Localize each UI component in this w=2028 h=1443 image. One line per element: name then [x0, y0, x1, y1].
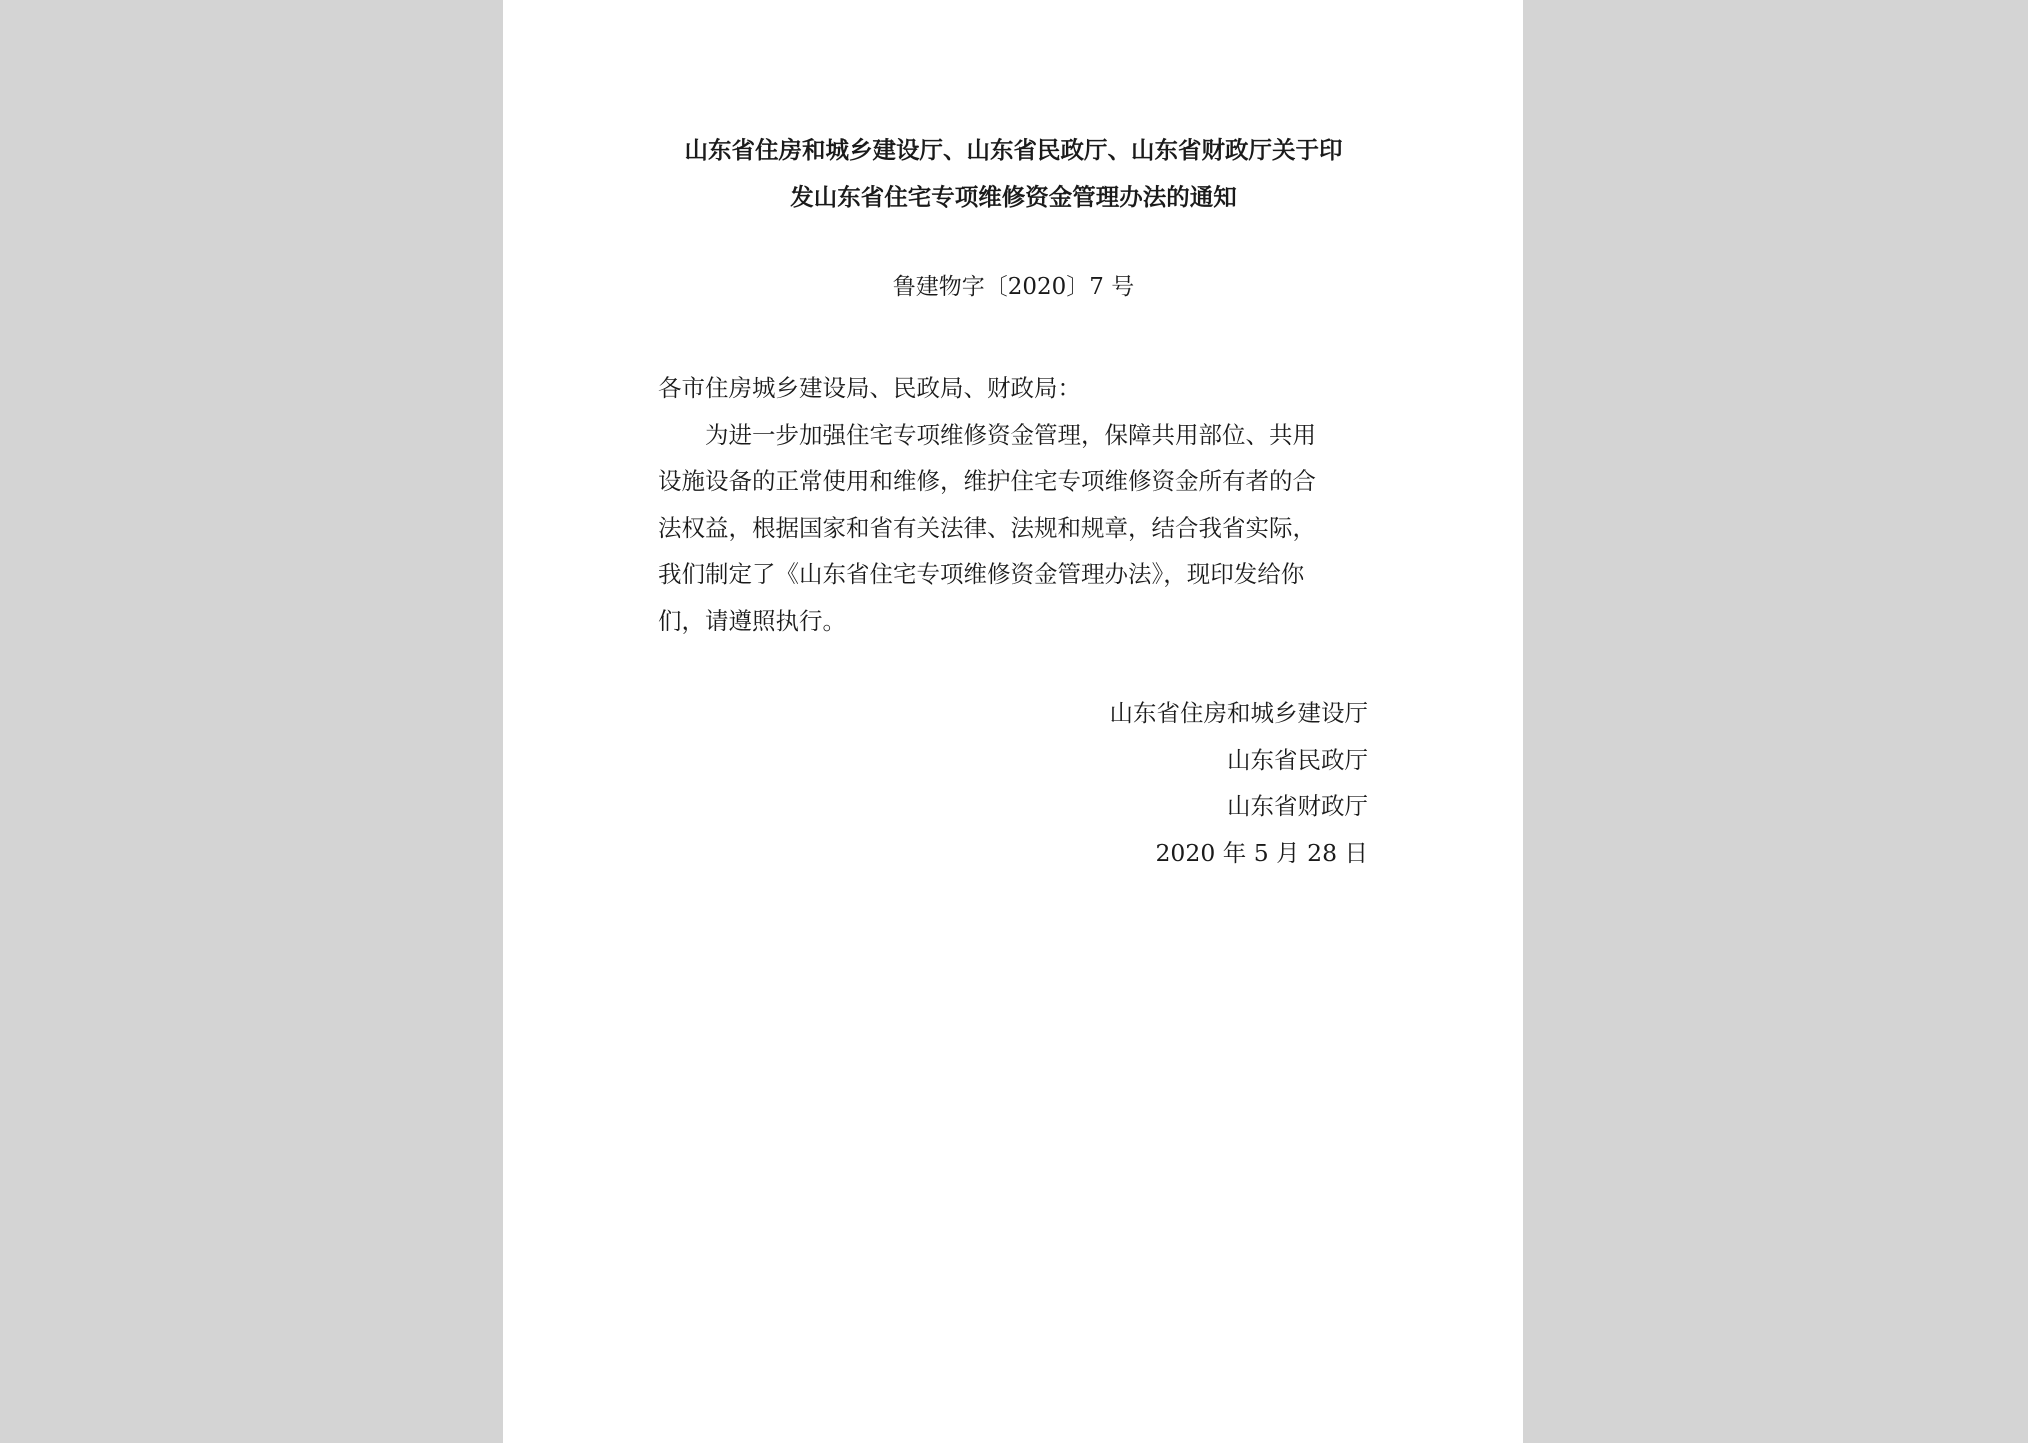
- document-body: [658, 365, 1369, 644]
- document-title: [658, 127, 1369, 221]
- body-line: 设施设备的正常使用和维修，维护住宅专项维修资金所有者的合: [658, 467, 1316, 495]
- signatory: 山东省民政厅: [1227, 745, 1368, 774]
- document-number: 鲁建物字〔2020〕7 号: [892, 274, 1135, 300]
- signature-block: [1110, 690, 1369, 876]
- signatory: 山东省财政厅: [1227, 792, 1368, 820]
- document-page: [503, 0, 1523, 1443]
- body-line: 们，请遵照执行。: [658, 606, 846, 635]
- title-line: 发山东省住宅专项维修资金管理办法的通知: [790, 183, 1237, 211]
- salutation: 各市住房城乡建设局、民政局、财政局：: [658, 374, 1081, 402]
- body-line: 法权益，根据国家和省有关法律、法规和规章，结合我省实际，: [658, 513, 1316, 542]
- body-line: 我们制定了《山东省住宅专项维修资金管理办法》，现印发给你: [658, 560, 1305, 588]
- signatory: 山东省住房和城乡建设厅: [1109, 699, 1368, 727]
- issue-date: 2020 年 5 月 28 日: [1155, 838, 1368, 867]
- body-line: 为进一步加强住宅专项维修资金管理，保障共用部位、共用: [705, 420, 1316, 449]
- title-line: 山东省住房和城乡建设厅、山东省民政厅、山东省财政厅关于印: [684, 136, 1343, 164]
